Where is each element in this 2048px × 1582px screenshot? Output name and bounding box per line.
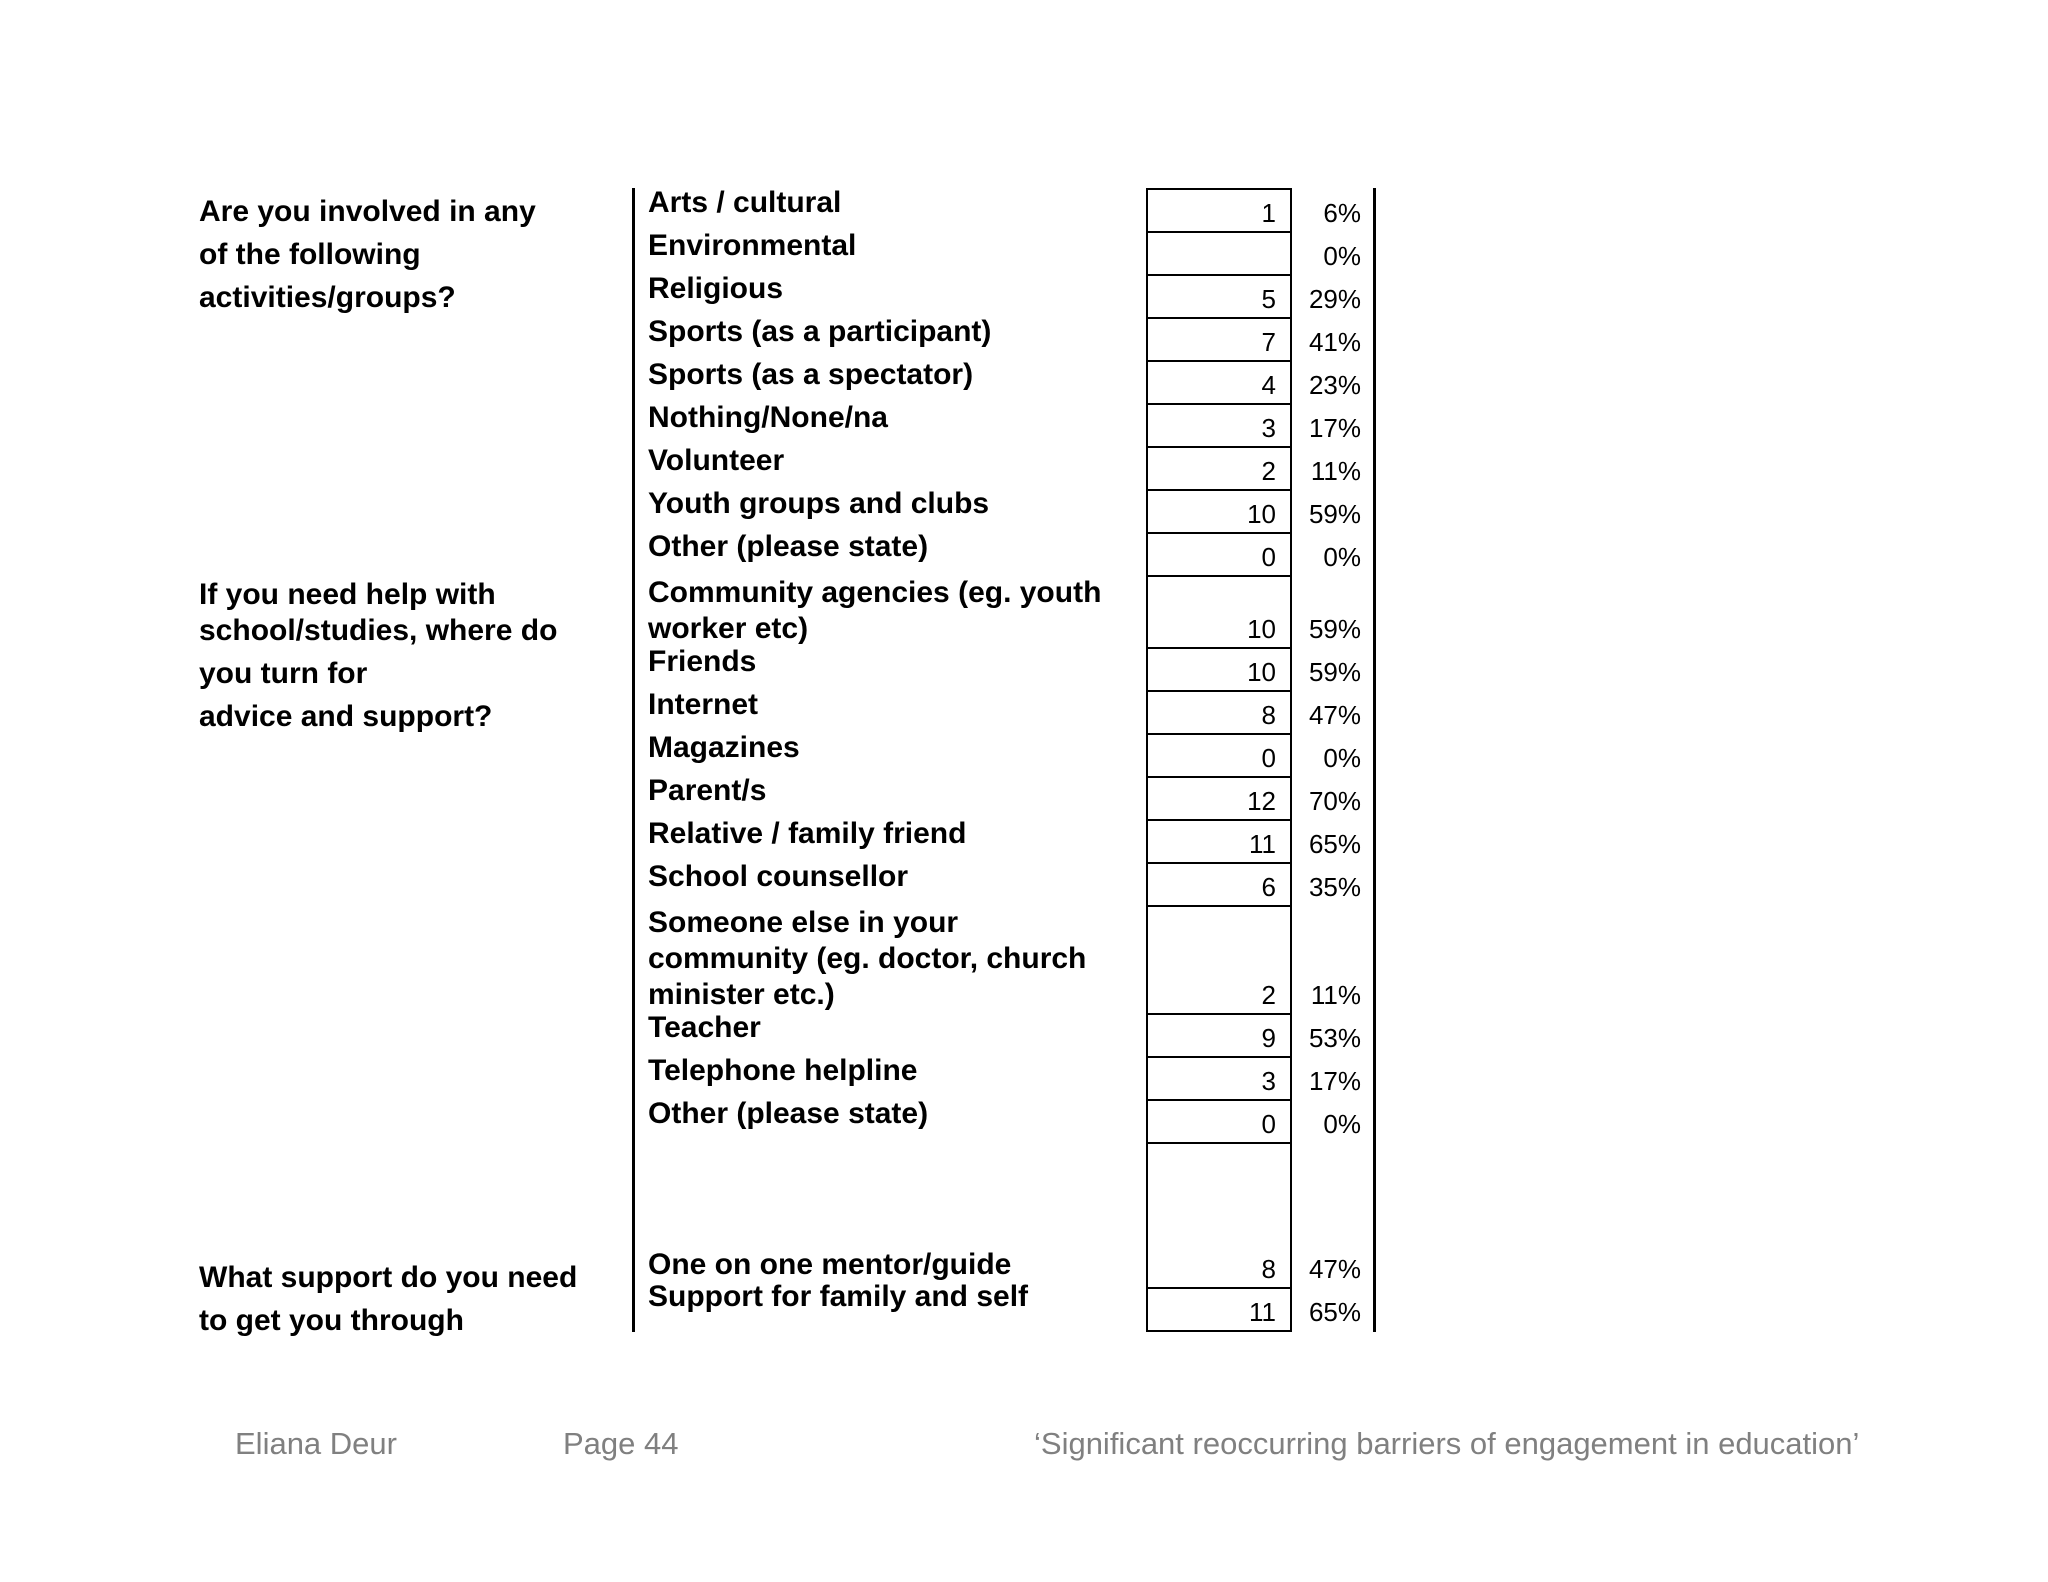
response-count: 3	[1261, 1066, 1276, 1096]
table-row	[0, 446, 2048, 489]
question-line: to get you through	[199, 1304, 464, 1337]
count-cell	[1146, 690, 1292, 733]
response-option-label: Other (please state)	[648, 530, 929, 563]
response-percentage: 65%	[1308, 1297, 1361, 1327]
count-cell	[1146, 403, 1292, 446]
table-row	[0, 1013, 2048, 1056]
response-option-label: Support for family and self	[648, 1280, 1029, 1313]
table-row	[0, 690, 2048, 733]
response-percentage: 0%	[1323, 542, 1361, 572]
count-cell	[1146, 489, 1292, 532]
response-count: 2	[1261, 980, 1276, 1010]
response-percentage: 0%	[1323, 241, 1361, 271]
response-count: 8	[1261, 700, 1276, 730]
response-percentage: 35%	[1308, 872, 1361, 902]
response-count: 0	[1261, 743, 1276, 773]
response-percentage: 11%	[1310, 456, 1361, 486]
response-count: 7	[1261, 327, 1276, 357]
response-option-label: Friends	[648, 645, 757, 678]
table-row	[0, 489, 2048, 532]
response-option-label: Internet	[648, 688, 759, 721]
count-cell	[1146, 862, 1292, 905]
question-line: If you need help with	[199, 578, 496, 611]
response-count: 11	[1249, 829, 1276, 859]
response-option-label: School counsellor	[648, 860, 909, 893]
response-option-label: Telephone helpline	[648, 1054, 918, 1087]
count-cell	[1146, 575, 1292, 647]
question-line: you turn for	[199, 657, 368, 690]
response-count: 8	[1261, 1254, 1276, 1284]
response-percentage: 17%	[1308, 413, 1361, 443]
count-cell	[1146, 1142, 1292, 1287]
response-count: 10	[1247, 499, 1276, 529]
table-row	[0, 532, 2048, 575]
response-percentage: 29%	[1308, 284, 1361, 314]
response-percentage: 23%	[1308, 370, 1361, 400]
footer-page-number: Page 44	[563, 1426, 679, 1461]
table-row	[0, 403, 2048, 446]
table-row	[0, 733, 2048, 776]
table-row	[0, 317, 2048, 360]
count-cell	[1146, 1013, 1292, 1056]
table-row	[0, 188, 2048, 231]
response-percentage: 70%	[1308, 786, 1361, 816]
response-percentage: 41%	[1308, 327, 1361, 357]
table-row	[0, 1099, 2048, 1142]
table-row	[0, 1280, 2048, 1330]
response-option-label: Volunteer	[648, 444, 785, 477]
table-row	[0, 1056, 2048, 1099]
response-option-label: Environmental	[648, 229, 857, 262]
response-percentage: 59%	[1308, 657, 1361, 687]
count-cell	[1146, 647, 1292, 690]
table-row	[0, 360, 2048, 403]
count-cell	[1146, 776, 1292, 819]
response-option-label: Arts / cultural	[648, 186, 842, 219]
question-line: activities/groups?	[199, 281, 456, 314]
response-option-label: Community agencies (eg. youth worker etc)	[648, 576, 1102, 645]
response-count: 4	[1261, 370, 1276, 400]
response-count: 10	[1247, 614, 1276, 644]
response-count: 10	[1247, 657, 1276, 687]
table-row	[0, 776, 2048, 819]
count-cell	[1146, 446, 1292, 489]
table-bottom-rule	[1146, 1330, 1292, 1332]
count-cell	[1146, 733, 1292, 776]
count-cell	[1146, 360, 1292, 403]
table-row	[0, 274, 2048, 317]
response-percentage: 59%	[1308, 614, 1361, 644]
response-percentage: 11%	[1310, 980, 1361, 1010]
response-count: 1	[1261, 198, 1276, 228]
response-option-label: Sports (as a spectator)	[648, 358, 974, 391]
response-percentage: 59%	[1308, 499, 1361, 529]
count-cell	[1146, 905, 1292, 1013]
response-option-label: Parent/s	[648, 774, 767, 807]
count-cell	[1146, 1056, 1292, 1099]
count-cell	[1146, 1287, 1292, 1330]
response-count: 0	[1261, 1109, 1276, 1139]
count-cell	[1146, 188, 1292, 231]
table-row	[0, 231, 2048, 274]
table-row	[0, 905, 2048, 1013]
table-row	[0, 819, 2048, 862]
response-option-label: Nothing/None/na	[648, 401, 888, 434]
table-row	[0, 647, 2048, 690]
response-option-label: Relative / family friend	[648, 817, 967, 850]
response-count: 6	[1261, 872, 1276, 902]
response-option-label: Youth groups and clubs	[648, 487, 990, 520]
count-cell	[1146, 231, 1292, 274]
count-cell	[1146, 819, 1292, 862]
response-option-label: Religious	[648, 272, 784, 305]
response-count: 0	[1261, 542, 1276, 572]
count-cell	[1146, 274, 1292, 317]
response-percentage: 0%	[1323, 1109, 1361, 1139]
response-count: 9	[1261, 1023, 1276, 1053]
count-cell	[1146, 532, 1292, 575]
table-row	[0, 1142, 2048, 1287]
footer-author: Eliana Deur	[235, 1426, 397, 1461]
response-percentage: 17%	[1308, 1066, 1361, 1096]
response-option-label: Other (please state)	[648, 1097, 929, 1130]
response-option-label: Magazines	[648, 731, 800, 764]
response-percentage: 47%	[1308, 700, 1361, 730]
response-percentage: 0%	[1323, 743, 1361, 773]
response-option-label: Someone else in your community (eg. doctor, church minister etc.)	[648, 906, 1087, 1011]
footer-title: ‘Significant reoccurring barriers of engagement in education’	[1034, 1426, 1860, 1461]
question-line: Are you involved in any	[199, 195, 536, 228]
count-cell	[1146, 317, 1292, 360]
response-percentage: 6%	[1323, 198, 1361, 228]
response-count: 3	[1261, 413, 1276, 443]
response-option-label: Sports (as a participant)	[648, 315, 992, 348]
response-count: 11	[1249, 1297, 1276, 1327]
question-line: of the following	[199, 238, 421, 271]
question-line: advice and support?	[199, 700, 493, 733]
table-row	[0, 575, 2048, 647]
question-line: school/studies, where do	[199, 614, 558, 647]
response-percentage: 53%	[1308, 1023, 1361, 1053]
response-percentage: 47%	[1308, 1254, 1361, 1284]
response-count: 2	[1261, 456, 1276, 486]
response-option-label: One on one mentor/guide	[648, 1248, 1012, 1281]
response-percentage: 65%	[1308, 829, 1361, 859]
question-line: What support do you need	[199, 1261, 578, 1294]
response-count: 5	[1261, 284, 1276, 314]
response-option-label: Teacher	[648, 1011, 761, 1044]
response-count: 12	[1247, 786, 1276, 816]
count-cell	[1146, 1099, 1292, 1142]
table-row	[0, 862, 2048, 905]
